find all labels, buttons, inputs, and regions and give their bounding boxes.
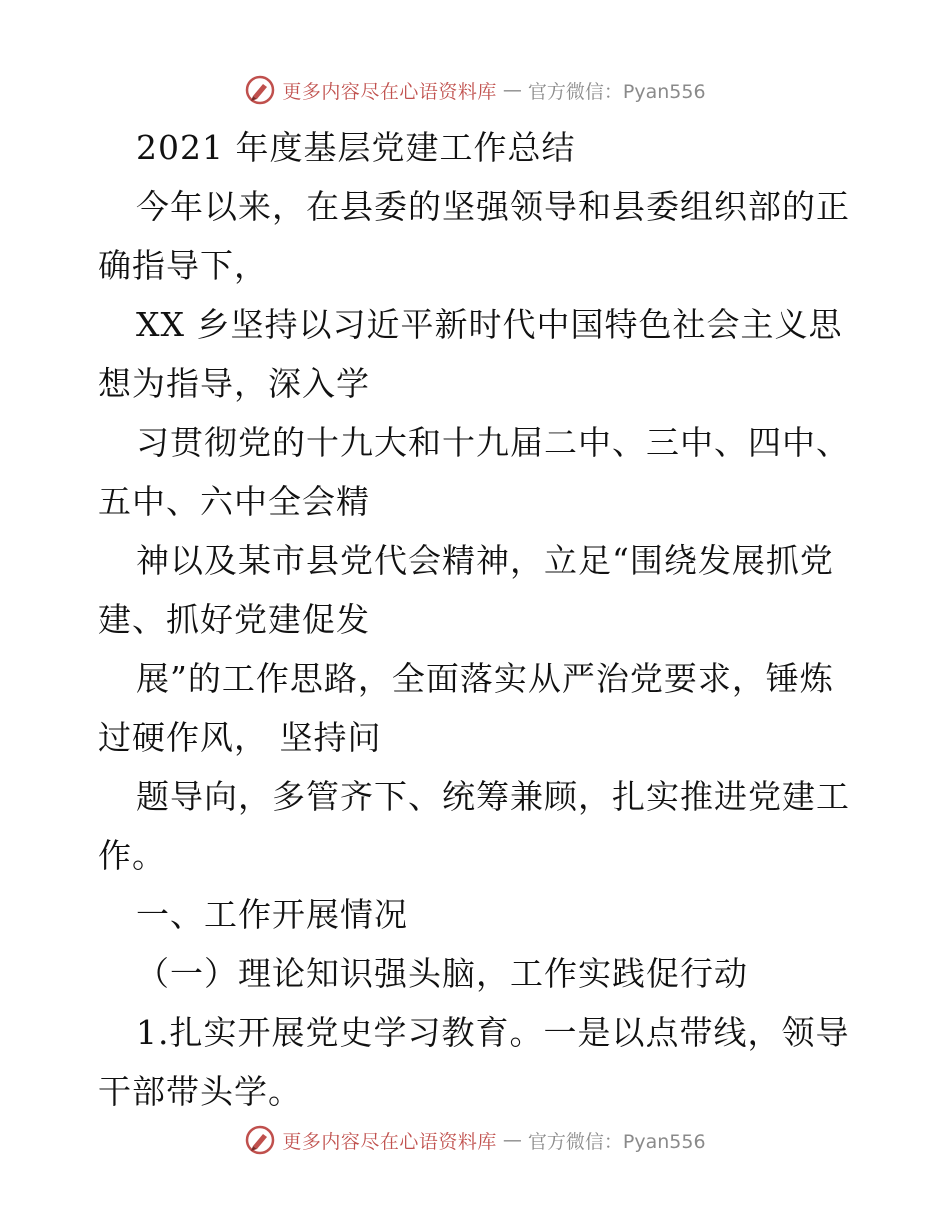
doc-line: 确指导下， [98, 246, 268, 285]
doc-line: 五中、六中全会精 [98, 482, 370, 521]
doc-line: 过硬作风， 坚持问 [98, 718, 382, 757]
pen-nib-circle-icon [244, 74, 276, 106]
header-wechat-text: 官方微信：Pyan556 [527, 80, 706, 103]
doc-line: 想为指导，深入学 [98, 364, 370, 403]
doc-line: 题导向，多管齐下、统筹兼顾，扎实推进党建工 [136, 777, 850, 816]
doc-line: 今年以来，在县委的坚强领导和县委组织部的正 [136, 187, 850, 226]
doc-line: 习贯彻党的十九大和十九届二中、三中、四中、 [136, 423, 850, 462]
subsection-heading: （一）理论知识强头脑，工作实践促行动 [136, 954, 748, 993]
footer-wechat-text: 官方微信：Pyan556 [527, 1130, 706, 1153]
document-body [98, 118, 858, 1121]
doc-line: 1.扎实开展党史学习教育。一是以点带线，领导 [136, 1013, 850, 1052]
doc-line: 干部带头学。 [98, 1072, 302, 1111]
footer-banner-text: 更多内容尽在心语资料库 [282, 1130, 497, 1153]
header-banner [0, 70, 950, 110]
doc-line: 神以及某市县党代会精神，立足“围绕发展抓党 [136, 541, 834, 580]
doc-title: 2021 年度基层党建工作总结 [136, 128, 576, 167]
footer-separator: — [502, 1129, 522, 1151]
doc-line: 建、抓好党建促发 [98, 600, 370, 639]
doc-line: 展”的工作思路，全面落实从严治党要求，锤炼 [136, 659, 834, 698]
pen-nib-circle-icon [244, 1124, 276, 1156]
header-separator: — [502, 79, 522, 101]
doc-line: 作。 [98, 836, 166, 875]
section-heading: 一、工作开展情况 [136, 895, 408, 934]
footer-banner [0, 1120, 950, 1160]
header-banner-text: 更多内容尽在心语资料库 [282, 80, 497, 103]
doc-line: XX 乡坚持以习近平新时代中国特色社会主义思 [136, 305, 843, 344]
